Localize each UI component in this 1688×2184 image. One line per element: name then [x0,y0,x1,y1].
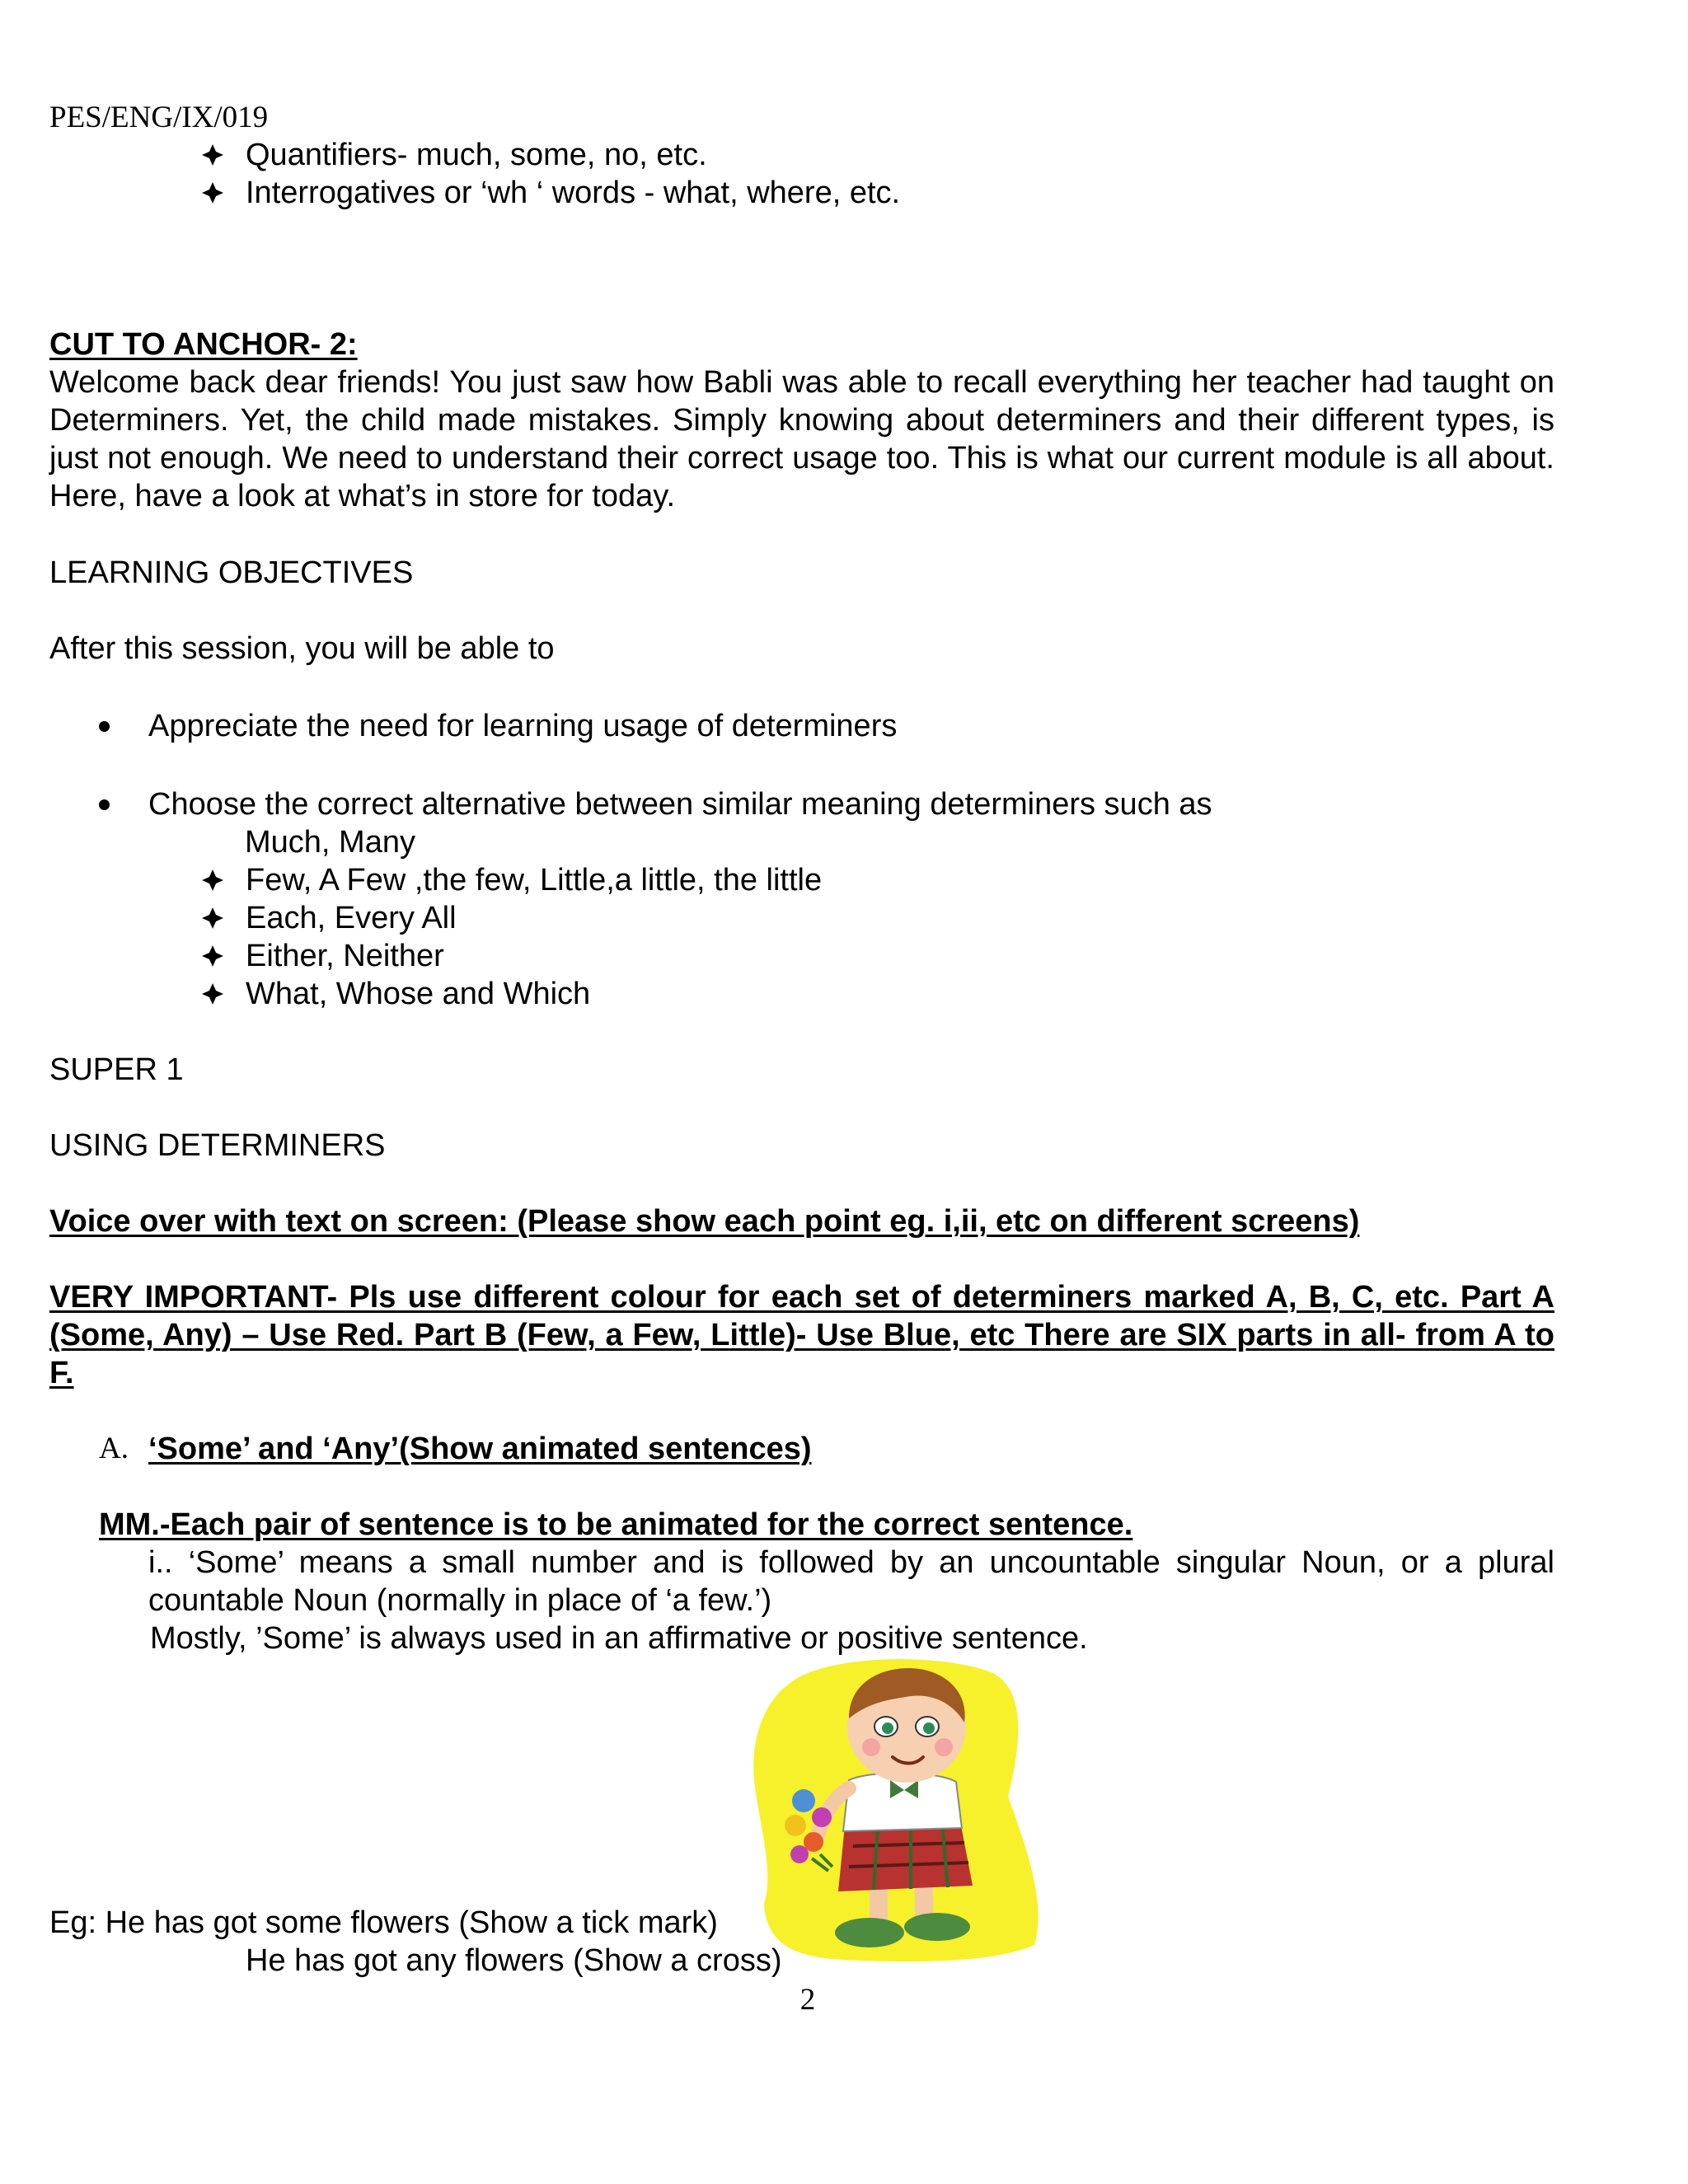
objective-sub-item: Few, A Few ,the few, Little,a little, the little [246,863,823,898]
document-code: PES/ENG/IX/019 [49,101,269,134]
diamond-bullet-icon [201,174,229,212]
round-bullet-icon [99,707,115,745]
diamond-bullet-icon [201,975,229,1013]
objectives-heading: LEARNING OBJECTIVES [49,555,414,590]
anchor-heading: CUT TO ANCHOR- 2: [49,327,358,362]
example-incorrect-sentence: He has got any flowers (Show a cross) [246,1943,782,1978]
round-bullet-icon [99,785,115,823]
objectives-lead: After this session, you will be able to [49,631,555,666]
mm-note: MM.-Each pair of sentence is to be animated for the correct sentence. [99,1507,1133,1542]
diamond-bullet-icon [201,861,229,899]
point-i: i.. ‘Some’ means a small number and is followed by an uncountable singular Noun, or a plural countable Noun (normally in place of ‘a few.’) [148,1545,1554,1618]
objective-sub-item: Each, Every All [246,901,457,935]
objective-sub-item: What, Whose and Which [246,977,591,1011]
important-note: VERY IMPORTANT- Pls use different colour for each set of determiners marked A, B, C, etc. Part A (Some, Any) – Use Red. Part B (Few, a Few, Little)- Use Blue, etc There are SIX parts in all- from A to F. [49,1280,1554,1390]
voice-over-instruction: Voice over with text on screen: (Please show each point eg. i,ii, etc on different screens) [49,1204,1360,1239]
objective-item: Choose the correct alternative between similar meaning determiners such as [148,787,1212,822]
diamond-bullet-icon [201,937,229,975]
objective-sub-item: Much, Many [245,825,415,860]
point-i-note: Mostly, ’Some’ is always used in an affirmative or positive sentence. [150,1621,1088,1656]
objective-item: Appreciate the need for learning usage of determiners [148,709,898,743]
section-a-title: ‘Some’ and ‘Any’(Show animated sentences) [148,1432,812,1466]
intro-list-item: Quantifiers- much, some, no, etc. [246,138,707,172]
objective-sub-item: Either, Neither [246,939,444,973]
super-label: SUPER 1 [49,1052,184,1087]
diamond-bullet-icon [201,136,229,174]
anchor-paragraph: Welcome back dear friends! You just saw how Babli was able to recall everything her teacher had taught on Determiners. Yet, the child made mistakes. Simply knowing about determiners and their different types, is just not enough. We need to understand their correct usage too. This is what our current module is all about. Here, have a look at what’s in store for today. [49,365,1554,513]
intro-list-item: Interrogatives or ‘wh ‘ words - what, where, etc. [246,176,901,210]
section-a-letter: A. [99,1432,129,1465]
boy-with-flowers-illustration [746,1657,1051,1963]
example-correct-sentence: Eg: He has got some flowers (Show a tick mark) [49,1905,718,1940]
diamond-bullet-icon [201,899,229,937]
page-number: 2 [799,1983,816,2017]
section-title: USING DETERMINERS [49,1128,386,1163]
